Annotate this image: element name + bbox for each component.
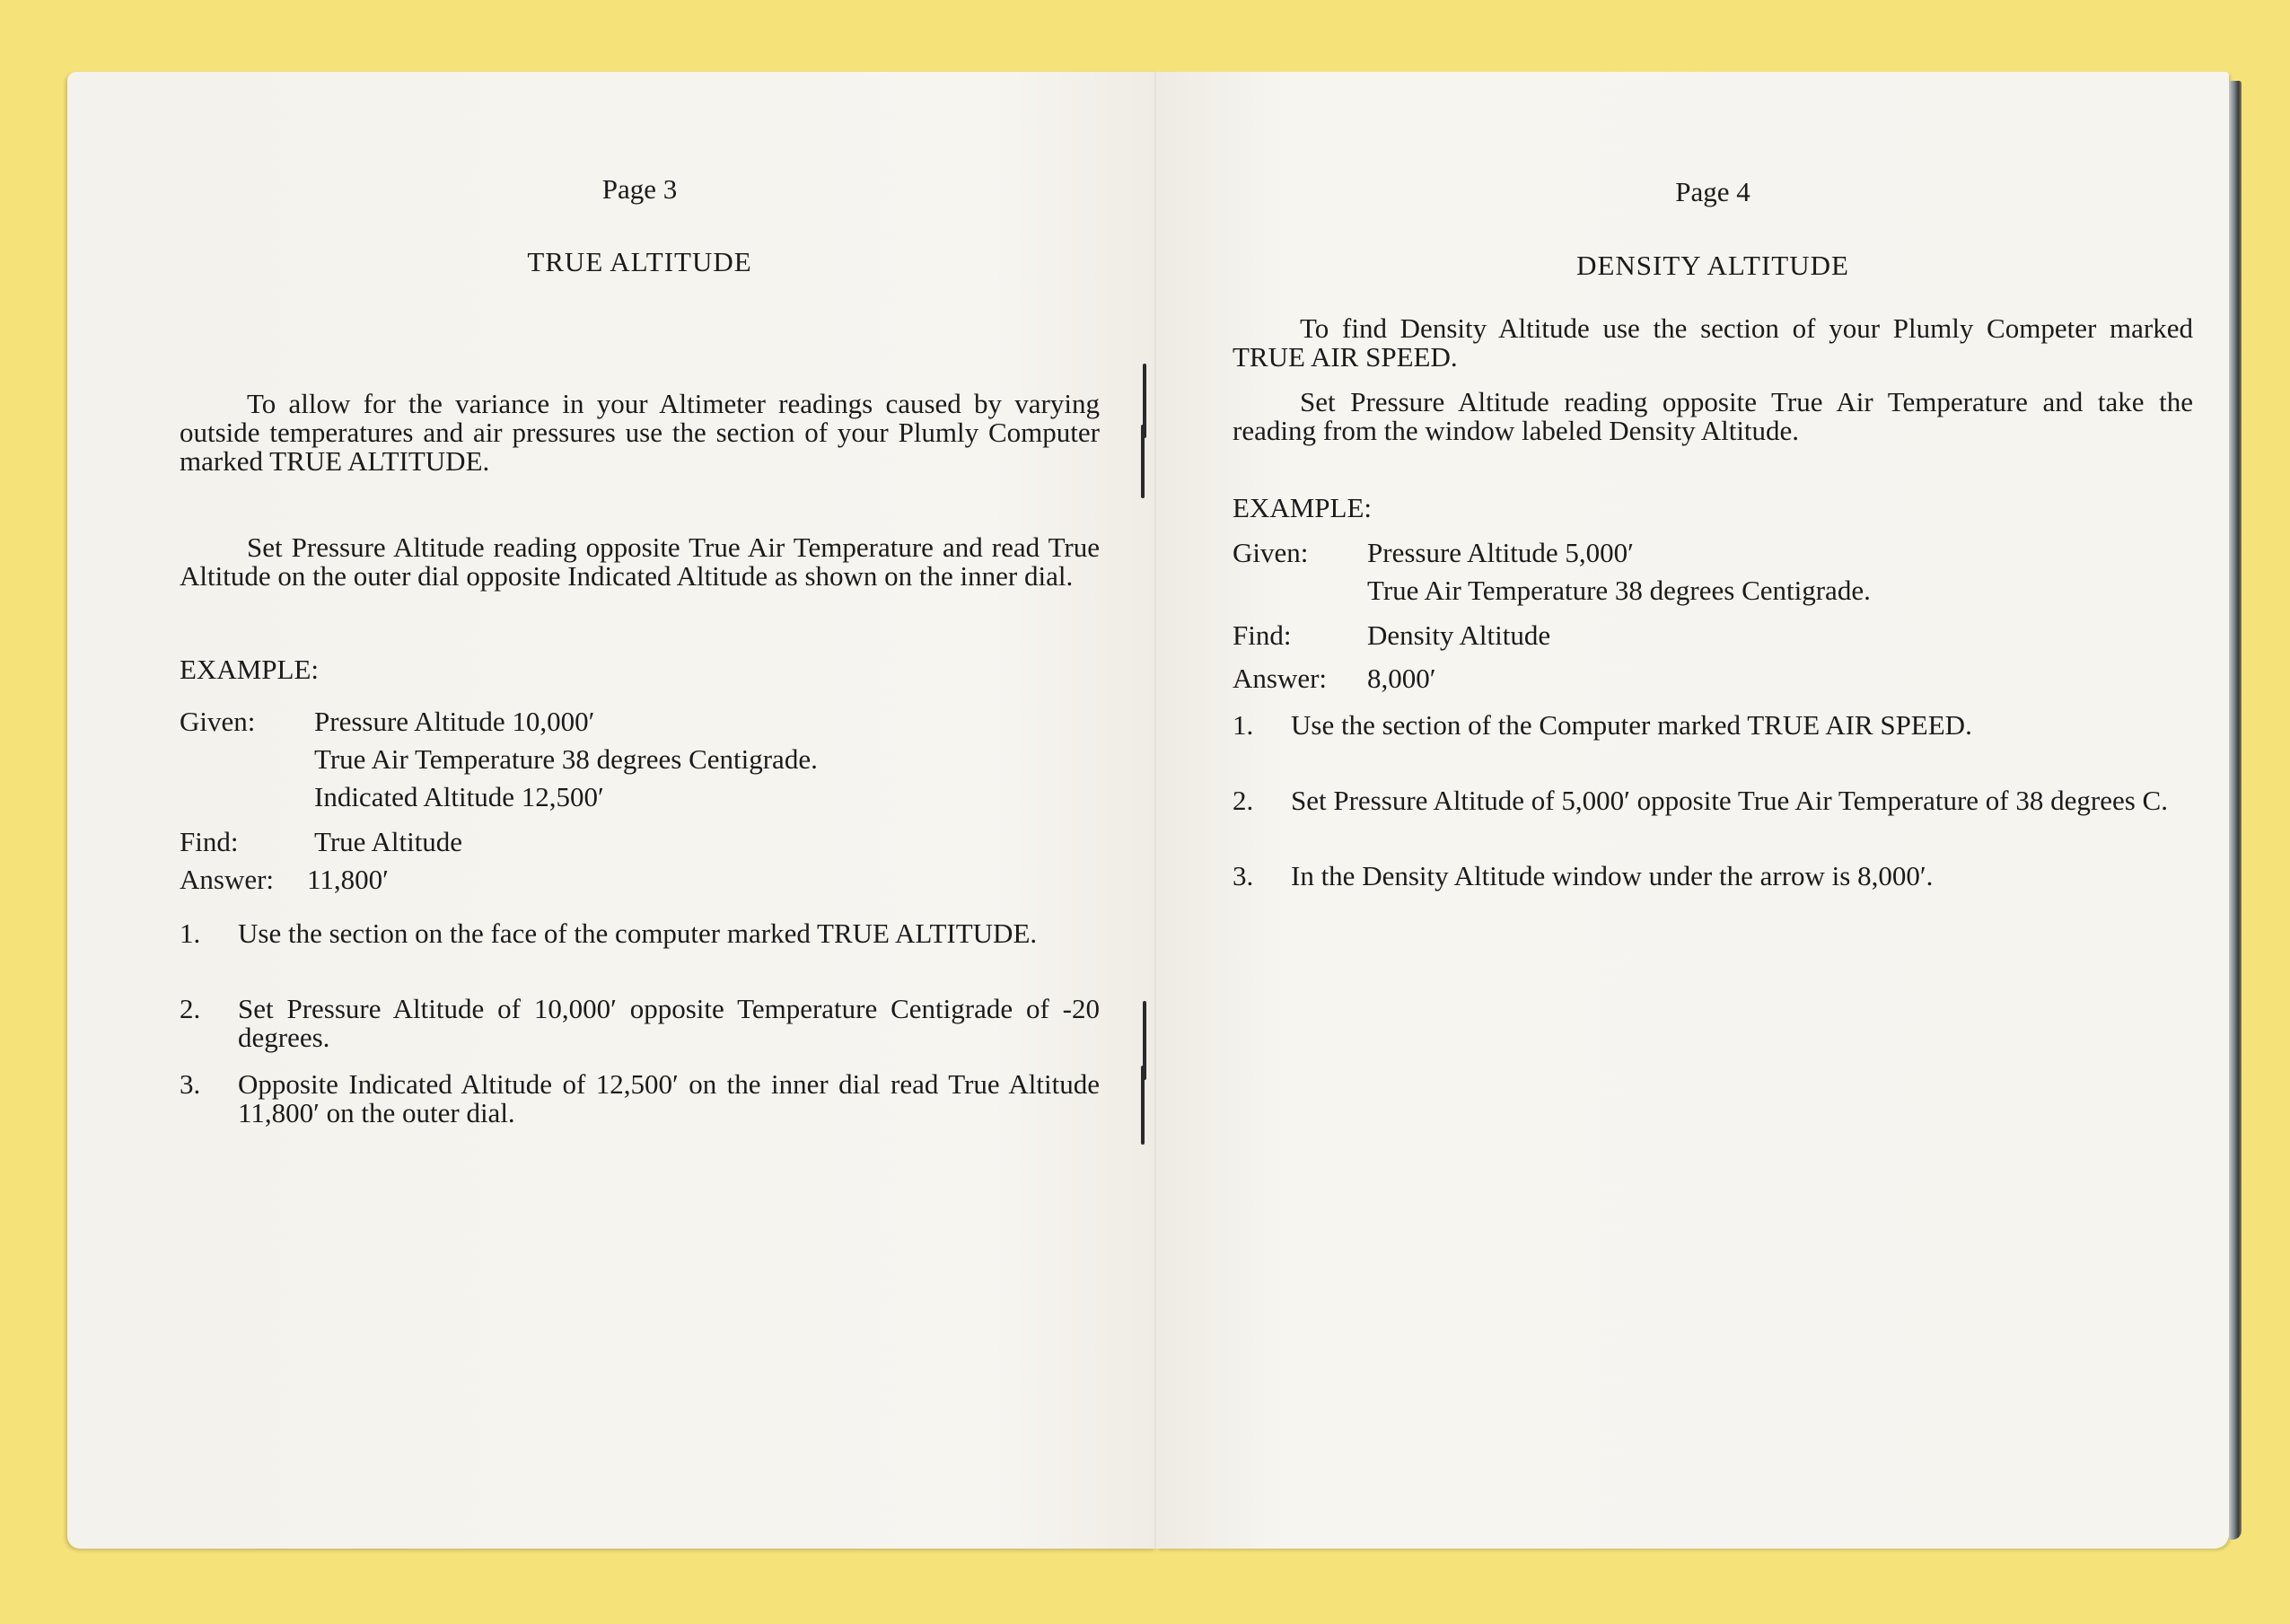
given-label: Given: [1233, 537, 1309, 568]
instruction-paragraph: Set Pressure Altitude reading opposite True Air Temperature and read True Altitude on the outer dial opposite Indicated Altitude as shown on the inner dial. [180, 531, 1100, 592]
find-label: Find: [1233, 619, 1292, 651]
staple [1141, 364, 1150, 498]
answer-label: Answer: [180, 864, 275, 895]
step-text: Use the section of the Computer marked TRUE AIR SPEED. [1291, 709, 1972, 741]
open-booklet [67, 72, 2231, 1549]
instruction-paragraph: Set Pressure Altitude reading opposite True Air Temperature and take the reading from the window labeled Density Altitude. [1233, 386, 2193, 446]
section-heading: DENSITY ALTITUDE [1576, 250, 1849, 281]
find-label: Find: [180, 826, 239, 857]
answer-label: Answer: [1233, 663, 1328, 694]
step-number: 1. [180, 917, 201, 949]
step-text: Set Pressure Altitude of 10,000′ opposite Temperature Centigrade of -20 degrees. [238, 993, 1100, 1053]
given-value: Pressure Altitude 5,000′ [1367, 537, 1634, 568]
given-value: True Air Temperature 38 degrees Centigrade. [1367, 575, 1871, 606]
step-number: 1. [1233, 709, 1254, 741]
step-number: 2. [1233, 785, 1254, 816]
stacked-page-edges [2229, 81, 2242, 1540]
step-text: Use the section on the face of the computer marked TRUE ALTITUDE. [238, 917, 1038, 949]
left-page [67, 72, 1156, 1549]
step-text: Opposite Indicated Altitude of 12,500′ on the inner dial read True Altitude 11,800′ on the outer dial. [238, 1068, 1100, 1128]
step-number: 2. [180, 993, 201, 1024]
right-page [1156, 72, 2229, 1549]
given-value: True Air Temperature 38 degrees Centigrade. [314, 743, 818, 775]
step-number: 3. [180, 1068, 201, 1100]
intro-paragraph: To allow for the variance in your Altimeter readings caused by varying outside temperatures and air pressures use the section of your Plumly Computer marked TRUE ALTITUDE. [180, 388, 1100, 477]
given-label: Given: [180, 706, 256, 737]
answer-value: 11,800′ [307, 864, 389, 895]
example-label: EXAMPLE: [1233, 492, 1372, 523]
staple [1141, 1001, 1150, 1145]
page-number: Page 4 [1675, 176, 1750, 207]
step-text: In the Density Altitude window under the arrow is 8,000′. [1291, 860, 1934, 891]
find-value: Density Altitude [1367, 619, 1551, 651]
example-label: EXAMPLE: [180, 654, 319, 685]
given-value: Pressure Altitude 10,000′ [314, 706, 595, 737]
step-text: Set Pressure Altitude of 5,000′ opposite True Air Temperature of 38 degrees C. [1291, 785, 2168, 816]
intro-paragraph: To find Density Altitude use the section of your Plumly Competer marked TRUE AIR SPEED. [1233, 312, 2193, 373]
given-value: Indicated Altitude 12,500′ [314, 781, 604, 812]
answer-value: 8,000′ [1367, 663, 1436, 694]
find-value: True Altitude [314, 826, 463, 857]
section-heading: TRUE ALTITUDE [527, 246, 752, 277]
step-number: 3. [1233, 860, 1254, 891]
page-number: Page 3 [601, 173, 678, 205]
